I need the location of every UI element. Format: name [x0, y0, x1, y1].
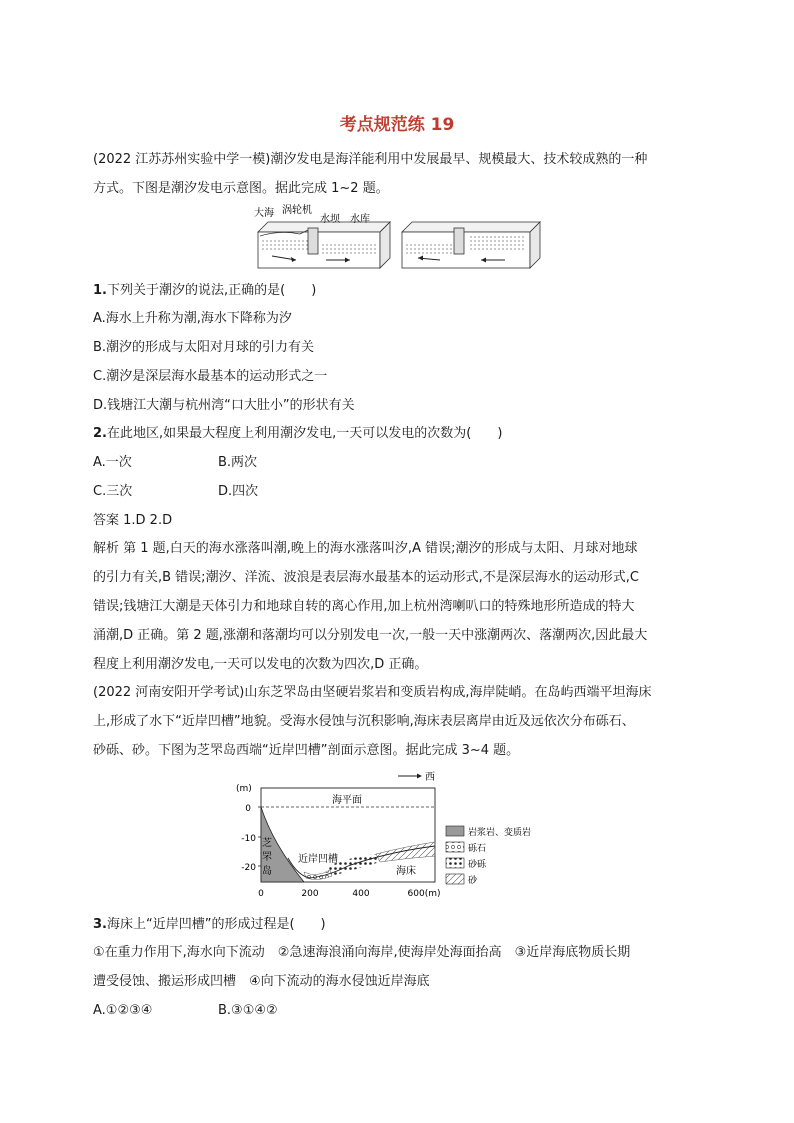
q3-option-b: B.③①④②	[218, 1003, 278, 1018]
q1-stem-line	[93, 282, 703, 299]
q1-stem: 下列关于潮汐的说法,正确的是( )	[106, 283, 317, 298]
intro1-line1: (2022 江苏苏州实验中学一模)潮汐发电是海洋能利用中发展最早、规模最大、技术较成熟的一种	[93, 152, 648, 167]
tidal-power-figure	[250, 200, 550, 272]
intro2-line-3: 砂砾、砂。下图为芝罘岛西端“近岸凹槽”剖面示意图。据此完成 3~4 题。	[93, 743, 520, 758]
sea-level-label: 海平面	[332, 795, 362, 806]
legend-sandy-gravel: 砂砾	[468, 860, 487, 870]
tidal-block-left	[258, 222, 390, 268]
y-tick-2: -20	[241, 863, 256, 873]
fig1-label-turbine: 涡轮机	[282, 205, 312, 216]
legend-swatch-sand	[446, 874, 464, 884]
intro2-line-1: (2022 河南安阳开学考试)山东芝罘岛由坚硬岩浆岩和变质岩构成,海岸陡峭。在岛屿西端平坦海床	[93, 685, 652, 700]
x-tick-2: 400	[352, 889, 370, 899]
q1-option-b: B.潮汐的形成与太阳对月球的引力有关	[93, 340, 315, 355]
legend-swatch-sandy-gravel	[446, 858, 464, 868]
legend-rock: 岩浆岩、变质岩	[468, 828, 532, 838]
q3-stem-line	[93, 916, 703, 933]
sand-layer	[376, 842, 435, 862]
y-unit-label: (m)	[236, 784, 252, 794]
legend-swatch-gravel	[446, 842, 464, 852]
analysis-line-5: 程度上利用潮汐发电,一天可以发电的次数为四次,D 正确。	[93, 657, 428, 672]
direction-label: 西	[425, 772, 435, 783]
q1-option-c: C.潮汐是深层海水最基本的运动形式之一	[93, 369, 328, 384]
groove-label: 近岸凹槽	[298, 854, 338, 865]
island-label-3: 岛	[262, 866, 272, 877]
q2-option-c: C.三次	[93, 484, 133, 499]
west-arrow-head	[417, 774, 422, 779]
island-label-1: 芝	[262, 838, 272, 849]
q2-option-a: A.一次	[93, 455, 132, 470]
analysis-line-3: 错误;钱塘江大潮是天体引力和地球自转的离心作用,加上杭州湾喇叭口的特殊地形所造成的特大	[93, 599, 635, 614]
q3-number: 3.	[93, 917, 107, 932]
legend-sand: 砂	[468, 876, 478, 886]
q2-option-b: B.两次	[218, 455, 258, 470]
seabed-label: 海床	[396, 866, 416, 877]
intro2-line-2: 上,形成了水下“近岸凹槽”地貌。受海水侵蚀与沉积影响,海床表层离岸由近及远依次分布砾石、	[93, 714, 635, 729]
y-tick-0: 0	[245, 804, 251, 814]
q2-stem-line	[93, 425, 703, 442]
answer-line: 答案 1.D 2.D	[93, 513, 173, 528]
analysis-line-1: 解析 第 1 题,白天的海水涨落叫潮,晚上的海水涨落叫汐,A 错误;潮汐的形成与太阳、月球对地球	[93, 541, 638, 556]
fig1-label-reservoir: 水库	[350, 214, 370, 225]
q2-number: 2.	[93, 426, 107, 441]
x-tick-0: 0	[258, 889, 264, 899]
q3-statements-line-2: 遭受侵蚀、搬运形成凹槽 ④向下流动的海水侵蚀近岸海底	[93, 974, 430, 989]
fig1-label-sea: 大海	[254, 208, 274, 219]
q2-stem: 在此地区,如果最大程度上利用潮汐发电,一天可以发电的次数为( )	[106, 426, 503, 441]
q3-option-a: A.①②③④	[93, 1003, 153, 1018]
island-label-2: 罘	[262, 852, 272, 863]
tidal-block-right	[402, 222, 540, 268]
x-tick-3: 600(m)	[407, 889, 441, 899]
groove-profile-figure	[228, 766, 598, 904]
fig1-label-dam: 水坝	[320, 214, 340, 225]
q3-stem: 海床上“近岸凹槽”的形成过程是( )	[106, 917, 326, 932]
gravel-layer	[304, 870, 332, 880]
analysis-line-4: 涌潮,D 正确。第 2 题,涨潮和落潮均可以分别发电一次,一般一天中涨潮两次、落潮两次,因此最大	[93, 628, 648, 643]
q2-option-d: D.四次	[218, 484, 259, 499]
x-tick-1: 200	[301, 889, 319, 899]
q1-option-a: A.海水上升称为潮,海水下降称为汐	[93, 311, 292, 326]
y-tick-1: -10	[241, 834, 256, 844]
page-title: 考点规范练 19	[339, 115, 455, 135]
intro1-line2: 方式。下图是潮汐发电示意图。据此完成 1~2 题。	[93, 181, 389, 196]
q1-option-d: D.钱塘江大潮与杭州湾“口大肚小”的形状有关	[93, 398, 355, 413]
legend-swatch-rock	[446, 826, 464, 836]
analysis-line-2: 的引力有关,B 错误;潮汐、洋流、波浪是表层海水最基本的运动形式,不是深层海水的运动形式,C	[93, 570, 639, 585]
q3-statements-line-1: ①在重力作用下,海水向下流动 ②急速海浪涌向海岸,使海岸处海面抬高 ③近岸海底物质长期	[93, 945, 631, 960]
q1-number: 1.	[93, 283, 107, 298]
legend-gravel: 砾石	[468, 844, 487, 854]
